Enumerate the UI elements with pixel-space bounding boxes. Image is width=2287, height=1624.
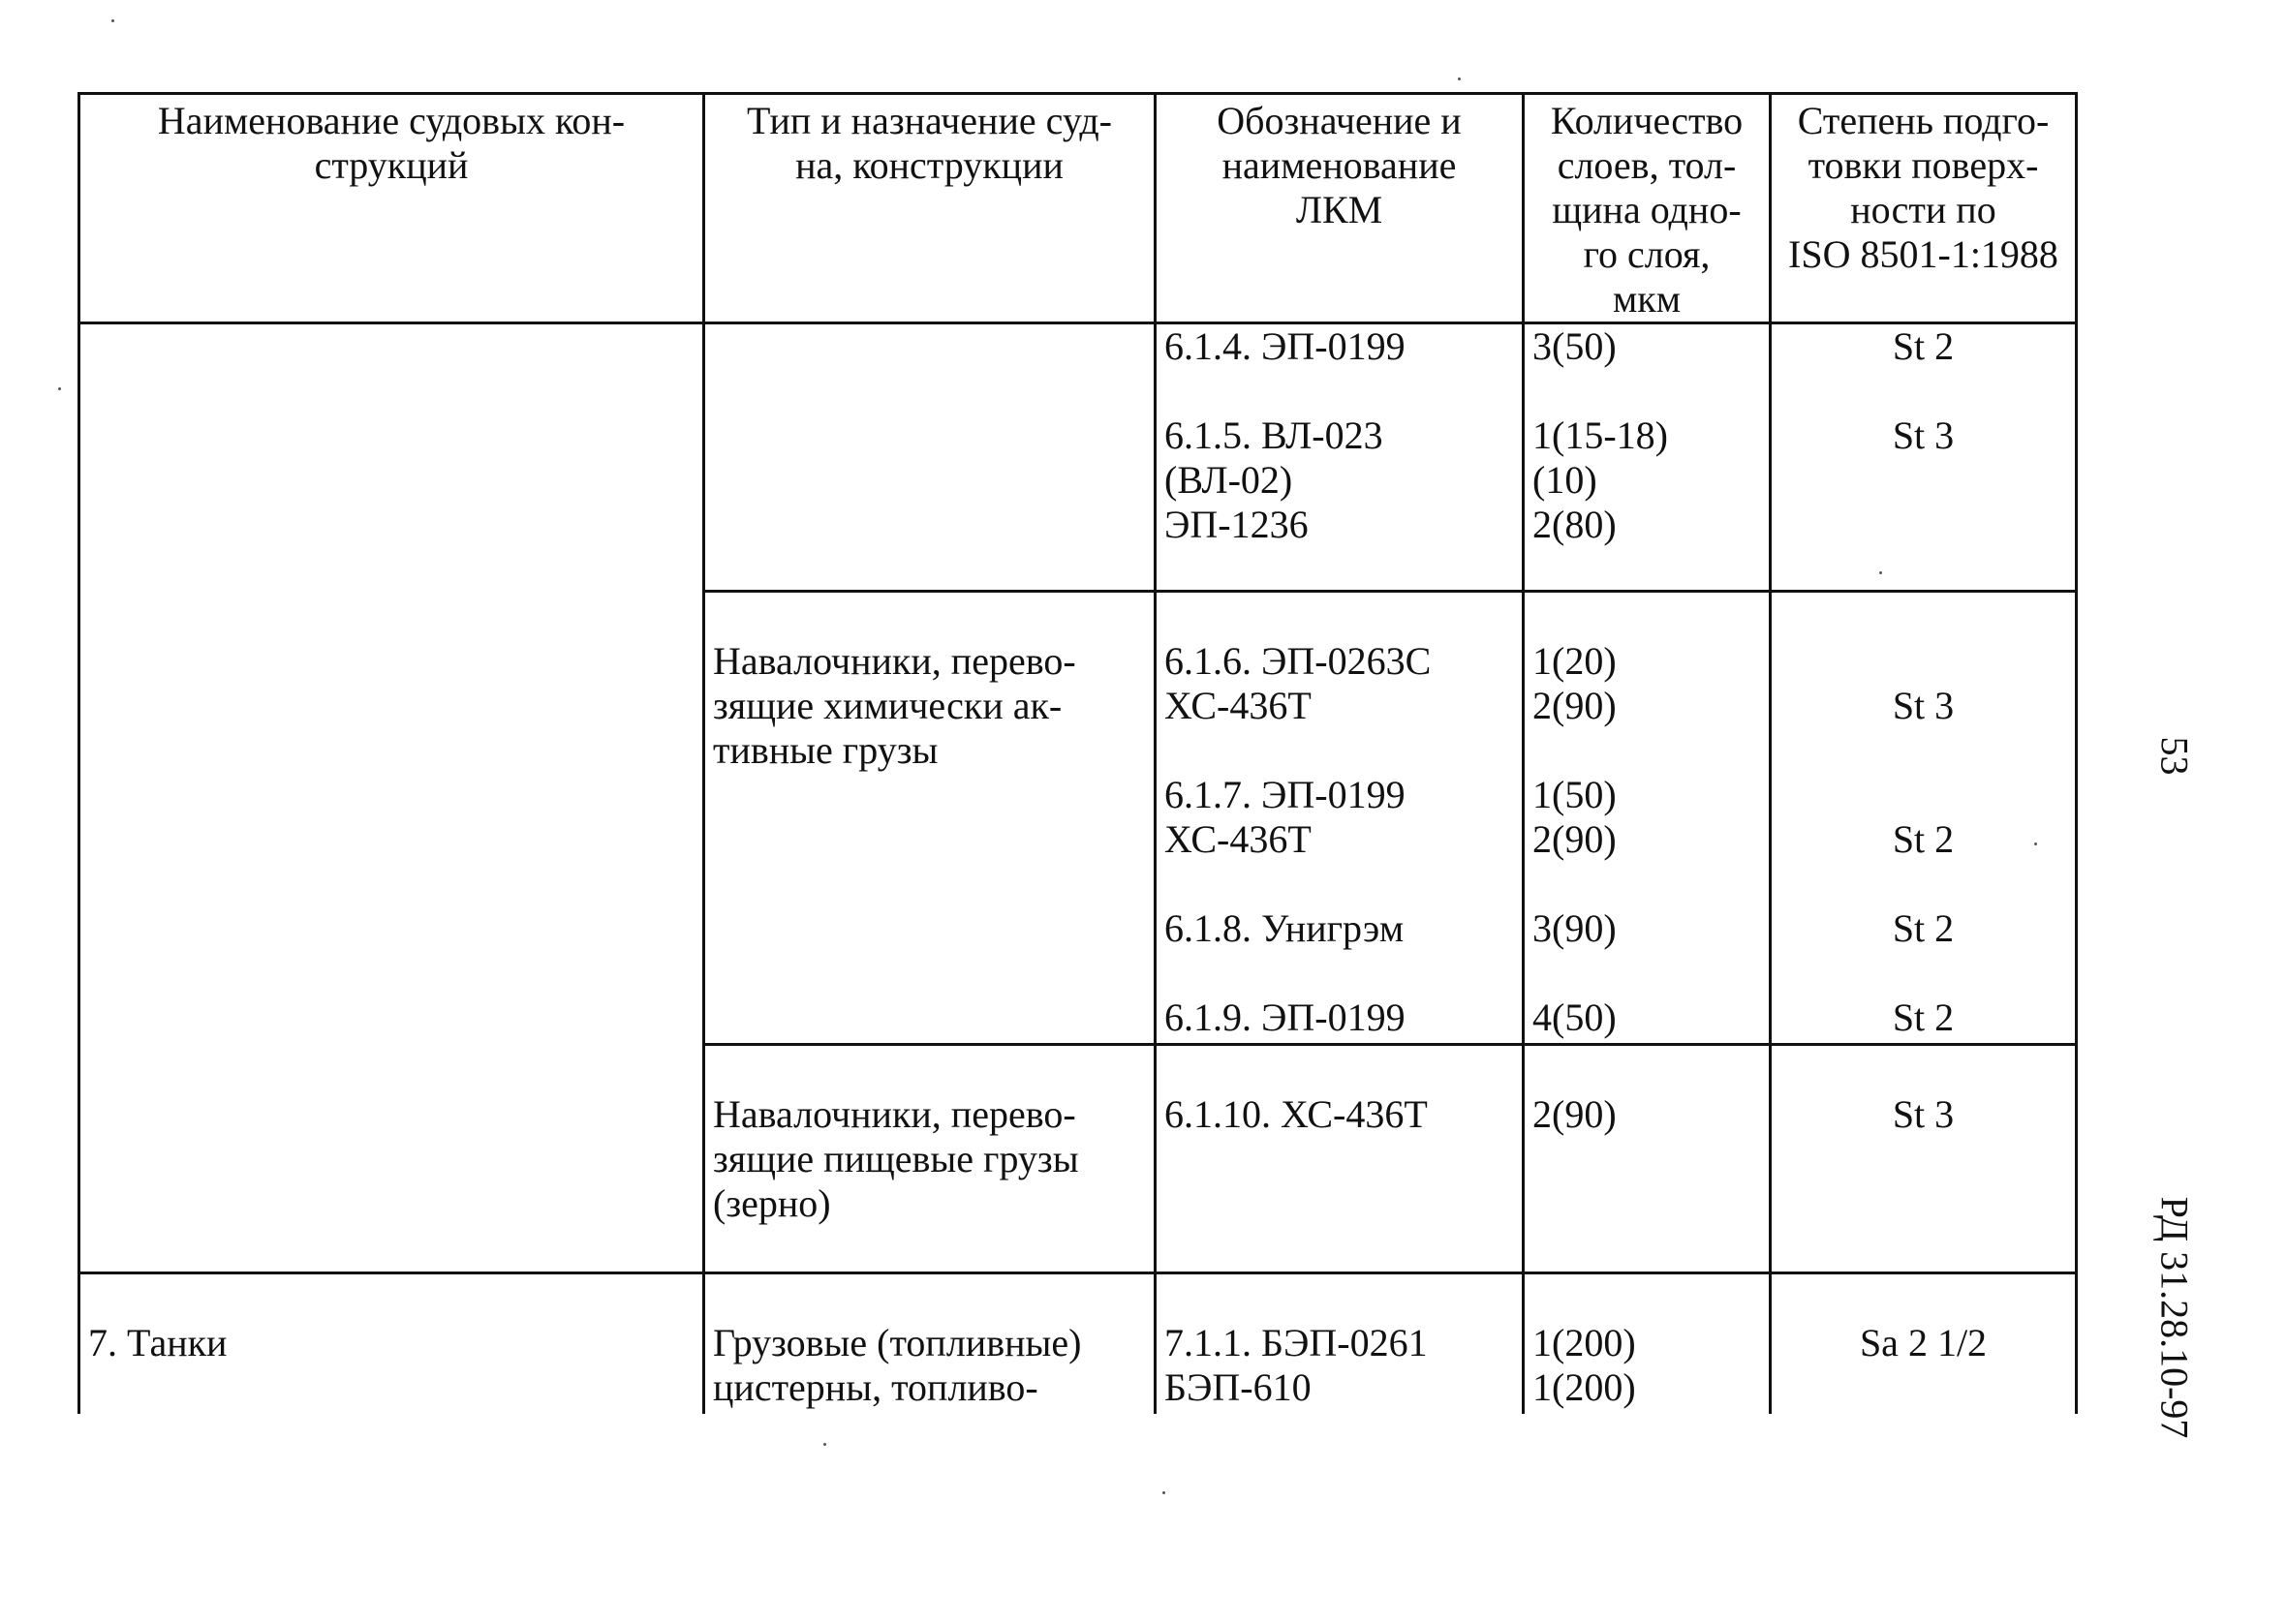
scan-speck <box>1162 1491 1165 1494</box>
cell-layers: 2(90) <box>1524 1045 1771 1273</box>
cell-surface-prep: St 2 St 3 <box>1771 323 2077 592</box>
cell-layers: 3(50) 1(15-18) (10) 2(80) <box>1524 323 1771 592</box>
cell-materials: 6.1.4. ЭП-0199 6.1.5. ВЛ-023 (ВЛ-02) ЭП-1236 <box>1156 323 1524 592</box>
table-row <box>79 323 2077 592</box>
cell-surface-prep: Sa 2 1/2 <box>1771 1273 2077 1414</box>
header-construction-name: Наименование судовых кон- струкций <box>79 94 704 323</box>
table-header-row <box>79 94 2077 323</box>
document-code: РД 31.28.10-97 <box>2152 1196 2197 1438</box>
table-row <box>79 1273 2077 1414</box>
header-surface-preparation: Степень подго- товки поверх- ности по ISO 8501-1:1988 <box>1771 94 2077 323</box>
cell-vessel-type: Грузовые (топливные) цистерны, топливо- <box>704 1273 1156 1414</box>
scan-speck <box>58 387 61 390</box>
scan-speck <box>1458 77 1461 80</box>
cell-materials: 6.1.6. ЭП-0263С ХС-436Т 6.1.7. ЭП-0199 ХС-436Т 6.1.8. Унигрэм 6.1.9. ЭП-0199 <box>1156 592 1524 1045</box>
cell-materials: 7.1.1. БЭП-0261 БЭП-610 <box>1156 1273 1524 1414</box>
scan-speck <box>111 19 114 22</box>
cell-vessel-type: Навалочники, перево- зящие химически ак- тивные грузы <box>704 592 1156 1045</box>
cell-construction: 7. Танки <box>79 1273 704 1414</box>
header-vessel-type: Тип и назначение суд- на, конструкции <box>704 94 1156 323</box>
cell-vessel-type-empty <box>704 323 1156 592</box>
scan-speck <box>823 1443 826 1446</box>
cell-surface-prep: St 3 <box>1771 1045 2077 1273</box>
header-layers-thickness: Количество слоев, тол- щина одно- го слоя, мкм <box>1524 94 1771 323</box>
cell-layers: 1(20) 2(90) 1(50) 2(90) 3(90) 4(50) <box>1524 592 1771 1045</box>
coatings-table <box>77 92 2078 1414</box>
header-paint-designation: Обозначение и наименование ЛКМ <box>1156 94 1524 323</box>
cell-vessel-type: Навалочники, перево- зящие пищевые грузы (зерно) <box>704 1045 1156 1273</box>
cell-construction-continued <box>79 323 704 1273</box>
cell-layers: 1(200) 1(200) <box>1524 1273 1771 1414</box>
cell-materials: 6.1.10. ХС-436Т <box>1156 1045 1524 1273</box>
page-number: 53 <box>2152 736 2197 775</box>
cell-surface-prep: St 3 St 2 St 2 St 2 <box>1771 592 2077 1045</box>
